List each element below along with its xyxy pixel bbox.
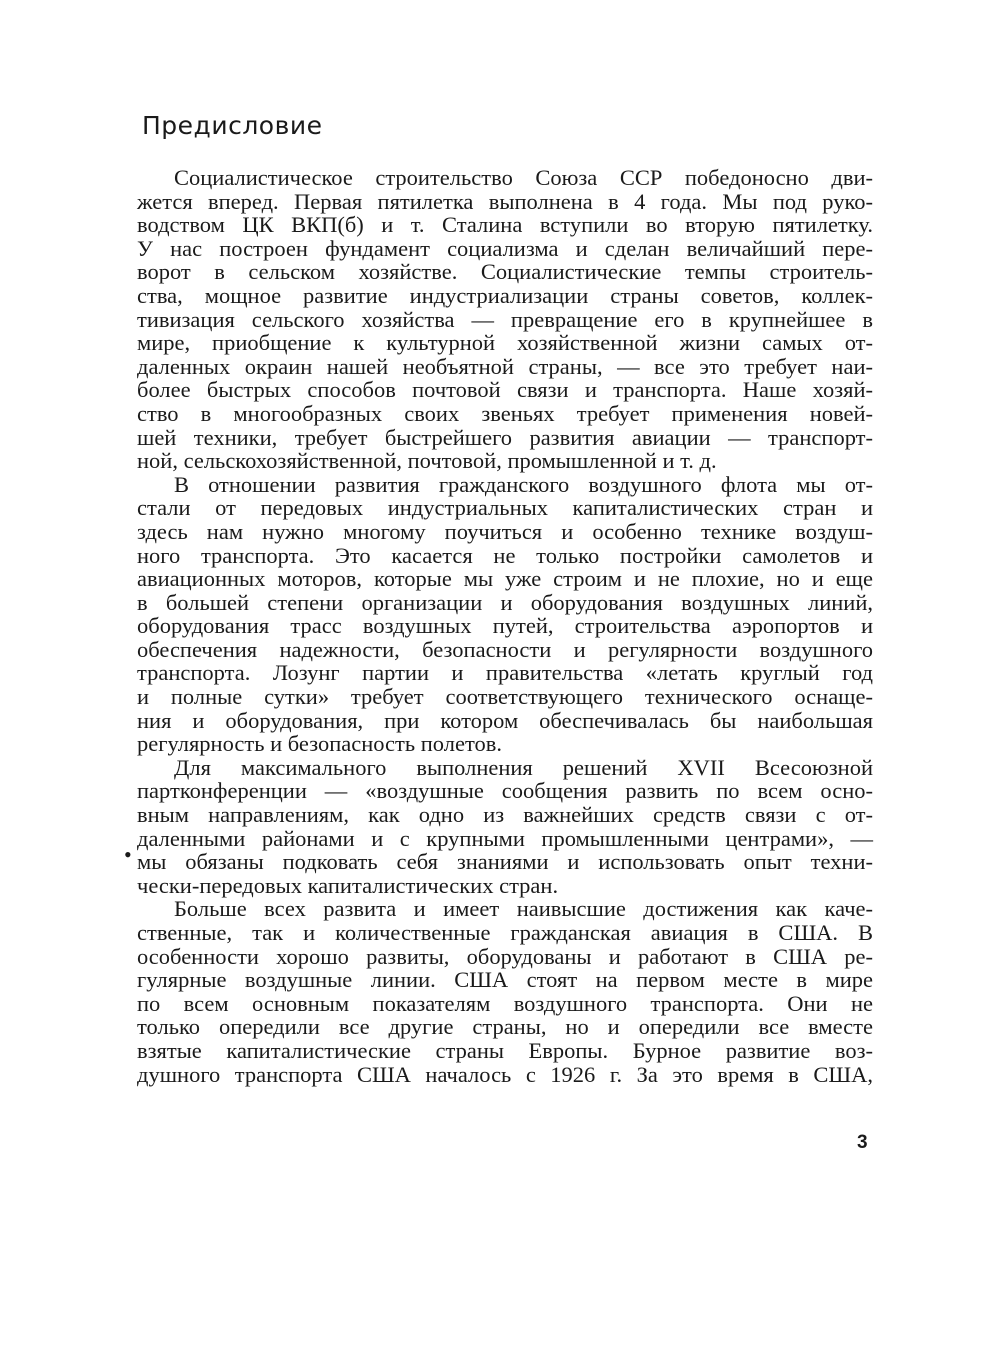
text-line: стали от передовых индустриальных капиталистических стран и bbox=[137, 495, 873, 521]
text-line: партконференции — «воздушные сообщения развить по всем осно- bbox=[137, 778, 873, 804]
text-line: и полные сутки» требует соответствующего технического оснаще- bbox=[137, 684, 873, 710]
text-line: чески-передовых капиталистических стран. bbox=[137, 872, 559, 898]
text-line: Социалистическое строительство Союза ССР победоносно дви- bbox=[174, 165, 873, 190]
text-line: ной, сельскохозяйственной, почтовой, промышленной и т. д. bbox=[137, 448, 717, 474]
text-line: более быстрых способов почтовой связи и транспорта. Наше хозяй- bbox=[137, 377, 873, 403]
text-line: по всем основным показателям воздушного транспорта. Они не bbox=[137, 990, 873, 1016]
text-line: взятые капиталистические страны Европы. Бурное развитие воз- bbox=[137, 1037, 873, 1063]
text-line: В отношении развития гражданского воздушного флота мы от- bbox=[174, 471, 873, 497]
text-line: мире, приобщение к культурной хозяйственной жизни самых от- bbox=[137, 330, 873, 356]
text-line: ство в многообразных своих звеньях требует применения новей- bbox=[137, 400, 873, 426]
text-line: жется вперед. Первая пятилетка выполнена в 4 года. Мы под руко- bbox=[137, 188, 873, 214]
text-line: авиационных моторов, которые мы уже строим и не плохие, но и еще bbox=[137, 566, 873, 592]
text-line: в большей степени организации и оборудования воздушных линий, bbox=[137, 589, 873, 615]
text-line: гулярные воздушные линии. США стоят на первом месте в мире bbox=[137, 967, 873, 993]
text-line: обеспечения надежности, безопасности и регулярности воздушного bbox=[137, 636, 873, 662]
text-line: только опередили все другие страны, но и опередили все вместе bbox=[137, 1014, 873, 1040]
text-line: транспорта. Лозунг партии и правительства «летать круглый год bbox=[137, 660, 873, 686]
text-line: водством ЦК ВКП(б) и т. Сталина вступили во вторую пятилетку. bbox=[137, 212, 873, 238]
page-number: 3 bbox=[857, 1132, 868, 1153]
text-line: Больше всех развита и имеет наивысшие достижения как каче- bbox=[174, 896, 873, 922]
body-text bbox=[137, 166, 873, 1086]
text-line: ства, мощное развитие индустриализации страны советов, коллек- bbox=[137, 282, 873, 308]
text-line: У нас построен фундамент социализма и сделан величайший пере- bbox=[137, 235, 873, 261]
text-line: даленных окраин нашей необъятной страны, — все это требует наи- bbox=[137, 353, 873, 379]
text-line: тивизация сельского хозяйства — превращение его в крупнейшее в bbox=[137, 306, 873, 332]
text-line: мы обязаны подковать себя знаниями и использовать опыт техни- bbox=[137, 849, 873, 875]
page-title: Предисловие bbox=[142, 111, 323, 140]
text-line: ственные, так и количественные гражданская авиация в США. В bbox=[137, 920, 873, 945]
text-line: Для максимального выполнения решений XVII Всесоюзной bbox=[174, 754, 873, 780]
text-line: здесь нам нужно многому поучиться и особенно технике воздуш- bbox=[137, 518, 873, 544]
text-line: душного транспорта США началось с 1926 г. За это время в США, bbox=[137, 1061, 873, 1087]
text-line: ния и оборудования, при котором обеспечивалась бы наибольшая bbox=[137, 707, 873, 733]
text-line: оборудования трасс воздушных путей, строительства аэропортов и bbox=[137, 613, 873, 639]
margin-mark: • bbox=[124, 842, 132, 867]
text-line: даленными районами и с крупными промышленными центрами», — bbox=[137, 825, 873, 851]
text-line: вным направлениям, как одно из важнейших средств связи с от- bbox=[137, 802, 873, 828]
text-line: регулярность и безопасность полетов. bbox=[137, 731, 503, 757]
text-line: ного транспорта. Это касается не только постройки самолетов и bbox=[137, 542, 873, 568]
text-line: особенности хорошо развиты, оборудованы и работают в США ре- bbox=[137, 943, 873, 969]
text-line: шей техники, требует быстрейшего развития авиации — транспорт- bbox=[137, 424, 873, 450]
text-line: ворот в сельском хозяйстве. Социалистические темпы строитель- bbox=[137, 259, 873, 285]
